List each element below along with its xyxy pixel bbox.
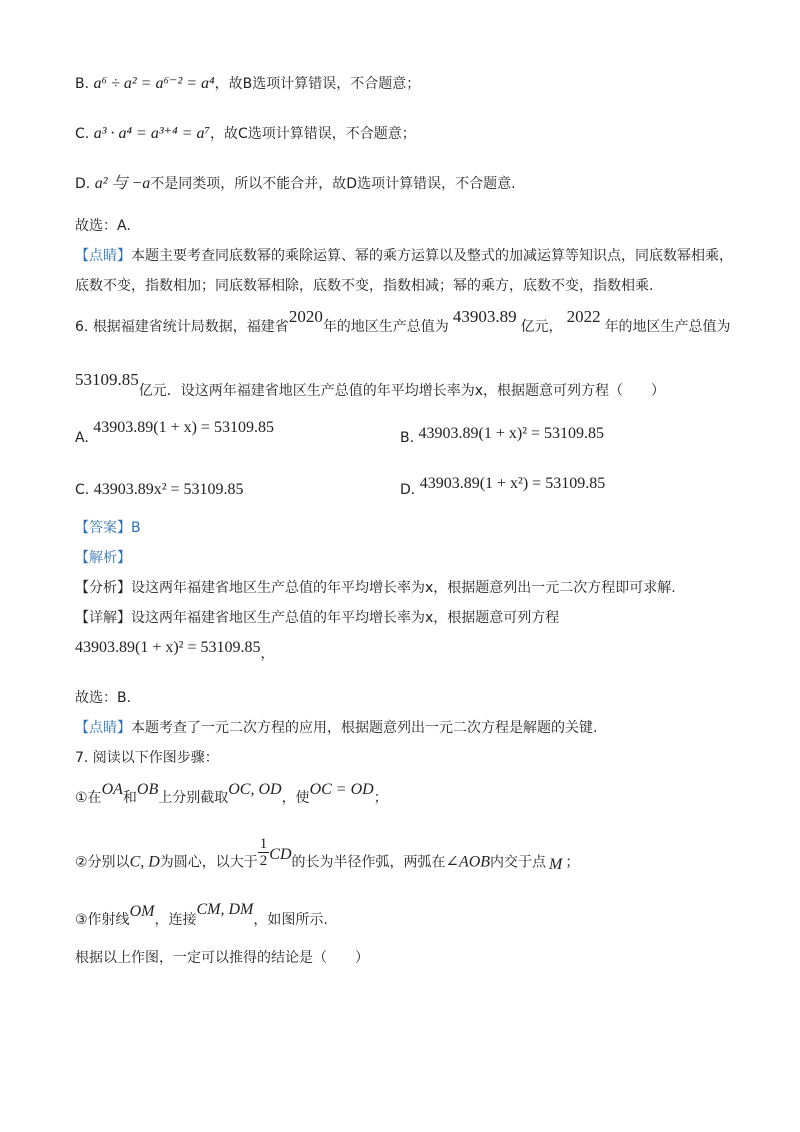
option-a [75, 419, 274, 448]
option-c-line [75, 124, 416, 144]
option-formula: 43903.89x² = 53109.85 [93, 481, 244, 498]
step-text: 上分别截取 [158, 790, 229, 806]
stem-text: 亿元， [520, 319, 563, 335]
option-d [400, 475, 606, 500]
step-text: ①在 [75, 790, 102, 806]
stem-text: 年的地区生产总值为 [604, 319, 731, 335]
option-formula: 43903.89(1 + x) = 53109.85 [93, 419, 274, 436]
ray-ob: OB [136, 781, 159, 798]
q7-step-2 [75, 836, 580, 879]
step-text: ，使 [281, 790, 310, 806]
segment-cd: CD [269, 845, 292, 863]
step-text: ； [373, 790, 388, 806]
question-number: 6. [75, 319, 89, 335]
step-text: ，如图所示. [253, 912, 328, 928]
analysis-label: 【分析】 [75, 580, 131, 596]
gdp-value: 43903.89 [452, 307, 517, 326]
step-text: 内交于点 [490, 854, 547, 871]
segments-oc-od: OC, OD [228, 781, 282, 798]
equation-comma: ， [260, 646, 275, 662]
equation-line [75, 638, 275, 662]
detail-line [75, 608, 559, 628]
equation: 43903.89(1 + x)² = 53109.85 [75, 639, 261, 656]
step-text: 的长为半径作弧，两弧在 [291, 854, 446, 871]
step-text: ； [565, 854, 580, 871]
option-formula: 43903.89(1 + x)² = 53109.85 [418, 425, 605, 442]
analysis-line [75, 578, 676, 598]
comment-line-2: 底数不变，指数相加；同底数幂相除，底数不变，指数相减；幂的乘方，底数不变，指数相乘. [75, 278, 654, 294]
step-text: 和 [122, 790, 137, 806]
step-text: ，连接 [154, 912, 197, 928]
option-label: C. [75, 482, 90, 498]
year-value: 2022 [566, 307, 601, 326]
option-b-line [75, 74, 420, 94]
q6-comment [75, 718, 597, 738]
option-label: B. [400, 430, 415, 446]
fraction-one-half [258, 836, 270, 869]
choose-b: 故选：B. [75, 690, 132, 706]
option-label: C. [75, 126, 90, 142]
formula: a² 与 −a [94, 175, 151, 192]
stem-text: 年的地区生产总值为 [322, 319, 449, 335]
answer-tag: 【答案】B [75, 520, 141, 536]
comment-line-1 [75, 246, 733, 266]
option-label: A. [75, 430, 89, 446]
comment-text: 本题考查了一元二次方程的应用，根据题意列出一元二次方程是解题的关键. [131, 720, 598, 736]
option-b [400, 425, 605, 448]
formula: a⁶ ÷ a² = a⁶⁻² = a⁴ [93, 75, 215, 92]
option-formula: 43903.89(1 + x²) = 53109.85 [419, 475, 606, 492]
q6-stem-line-2 [75, 370, 666, 401]
comment-text: 本题主要考查同底数幂的乘除运算、幂的乘方运算以及整式的加减运算等知识点，同底数幂相乘， [131, 248, 733, 264]
step-text: 为圆心，以大于 [159, 854, 258, 871]
q7-step-3 [75, 901, 328, 930]
q7-conclusion: 根据以上作图，一定可以推得的结论是（ ） [75, 950, 369, 966]
equal-condition: OC = OD [309, 781, 374, 798]
gdp-value: 53109.85 [75, 370, 139, 389]
ray-oa: OA [101, 781, 123, 798]
option-c [75, 480, 244, 500]
formula: a³ · a⁴ = a³⁺⁴ = a⁷ [93, 125, 211, 142]
stem-text: 亿元．设这两年福建省地区生产总值的年平均增长率为x，根据题意可列方程（ ） [138, 383, 666, 399]
option-d-line [75, 174, 516, 194]
q7-step-1 [75, 781, 388, 808]
step-text: ③作射线 [75, 912, 130, 928]
point-m: M [549, 855, 563, 873]
analysis-text: 设这两年福建省地区生产总值的年平均增长率为x，根据题意列出一元二次方程即可求解. [131, 580, 676, 596]
option-label: B. [75, 76, 90, 92]
option-label: D. [75, 176, 91, 192]
segments-cm-dm: CM, DM [196, 901, 254, 918]
ray-om: OM [129, 903, 155, 920]
q7-stem: 7. 阅读以下作图步骤： [75, 750, 219, 766]
q6-stem-line-1 [75, 307, 731, 337]
detail-label: 【详解】 [75, 610, 131, 626]
option-text: ，故C选项计算错误，不合题意； [210, 126, 416, 142]
fraction-denominator: 2 [259, 853, 268, 869]
comment-tag: 【点睛】 [75, 720, 131, 736]
analysis-tag: 【解析】 [75, 550, 131, 566]
points-c-d: C, D [129, 853, 160, 871]
option-label: D. [400, 482, 416, 498]
angle-aob: ∠AOB [445, 853, 491, 871]
option-text: 不是同类项，所以不能合并，故D选项计算错误，不合题意. [150, 176, 516, 192]
option-text: ，故B选项计算错误，不合题意； [214, 76, 421, 92]
year-value: 2020 [288, 307, 323, 326]
fraction-numerator: 1 [259, 836, 268, 852]
stem-text: 根据福建省统计局数据，福建省 [92, 319, 289, 335]
choose-a: 故选：A. [75, 218, 131, 234]
comment-tag: 【点睛】 [75, 248, 131, 264]
step-text: ②分别以 [75, 854, 130, 871]
detail-text: 设这两年福建省地区生产总值的年平均增长率为x，根据题意可列方程 [131, 610, 560, 626]
